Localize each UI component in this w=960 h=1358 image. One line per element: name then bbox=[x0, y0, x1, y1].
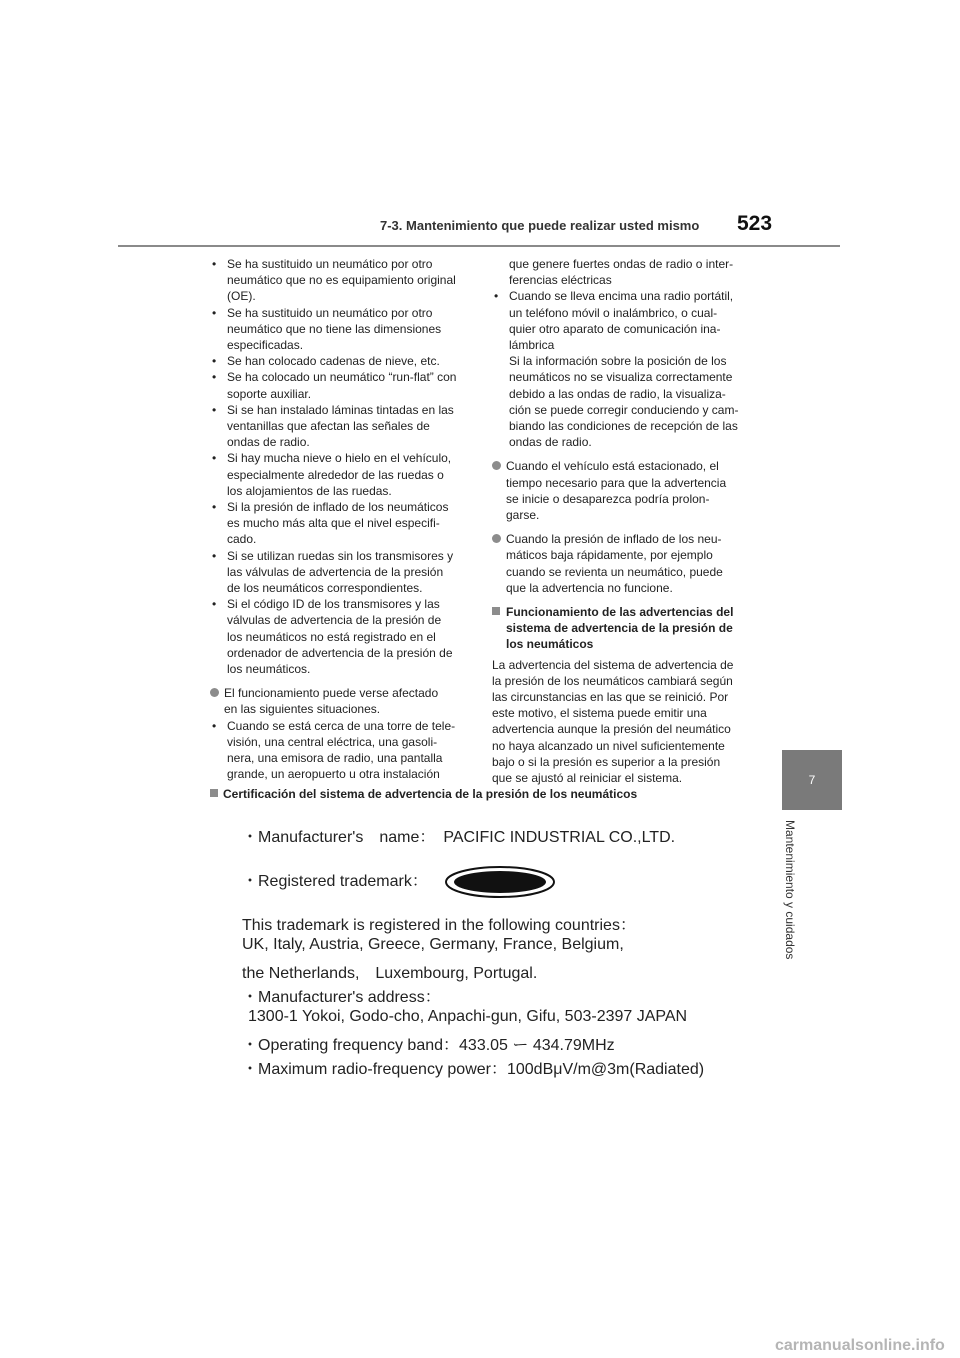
text-line: Si hay mucha nieve o hielo en el vehículo, bbox=[227, 451, 452, 466]
text-block bbox=[492, 256, 752, 288]
bullet-item bbox=[210, 548, 470, 597]
text-line: lámbrica bbox=[509, 338, 555, 353]
text-line: neumático que no es equipamiento original bbox=[227, 273, 456, 288]
cert-countries-1: This trademark is registered in the following countries： bbox=[242, 917, 636, 934]
text-line: Se ha sustituido un neumático por otro bbox=[227, 305, 433, 320]
text-line: los neumáticos no está registrado en el bbox=[227, 629, 436, 644]
right-column bbox=[492, 256, 752, 786]
bullet-item bbox=[210, 596, 470, 677]
text-line: este motivo, el sistema puede emitir una bbox=[492, 706, 707, 721]
pacific-logo bbox=[444, 866, 556, 898]
text-line: tiempo necesario para que la advertencia bbox=[506, 475, 727, 490]
bullet-dot-icon: • bbox=[494, 289, 499, 304]
text-line: no haya alcanzado un nivel suficientemente bbox=[492, 738, 725, 753]
text-line: es mucho más alta que el nivel especifi- bbox=[227, 516, 440, 531]
cert-power: ・Maximum radio-frequency power：100dBμV/m@3m(Radiated) bbox=[242, 1061, 705, 1078]
text-line: que genere fuertes ondas de radio o inter- bbox=[509, 257, 734, 271]
text-line: El funcionamiento puede verse afectado bbox=[224, 686, 439, 701]
text-line: Se ha sustituido un neumático por otro bbox=[227, 257, 433, 271]
text-line: ondas de radio. bbox=[509, 435, 592, 450]
side-tab bbox=[782, 750, 842, 810]
text-line: ventanillas que afectan las señales de bbox=[227, 419, 430, 434]
bullet-dot-icon: • bbox=[212, 451, 217, 466]
cert-countries-3: the Netherlands, Luxembourg, Portugal. bbox=[242, 965, 538, 982]
bullet-dot-icon: • bbox=[212, 402, 217, 417]
cert-frequency: ・Operating frequency band：433.05 ー 434.79MHz bbox=[242, 1037, 615, 1054]
cert-manufacturer: ・Manufacturer's name： PACIFIC INDUSTRIAL CO.,LTD. bbox=[242, 829, 676, 846]
text-line: La advertencia del sistema de advertencia de bbox=[492, 657, 734, 672]
certification-heading-text: Certificación del sistema de advertencia de la presión de los neumáticos bbox=[223, 787, 638, 801]
section-title: 7-3. Mantenimiento que puede realizar usted mismo bbox=[380, 218, 700, 233]
bullet-item bbox=[210, 369, 470, 401]
cert-countries-2: UK, Italy, Austria, Greece, Germany, France, Belgium, bbox=[242, 936, 624, 953]
text-line: Se ha colocado un neumático “run-flat” con bbox=[227, 370, 457, 385]
subsection-heading bbox=[492, 604, 752, 653]
text-line: Si la presión de inflado de los neumáticos bbox=[227, 500, 449, 515]
text-line: cuando se revienta un neumático, puede bbox=[506, 564, 723, 579]
note-item bbox=[492, 531, 752, 596]
text-line: un teléfono móvil o inalámbrico, o cual- bbox=[509, 305, 718, 320]
left-column bbox=[210, 256, 470, 783]
bullet-dot-icon: • bbox=[212, 370, 217, 385]
bullet-dot-icon: • bbox=[212, 718, 217, 733]
square-bullet-icon bbox=[210, 789, 218, 797]
cert-address-label: ・Manufacturer's address： bbox=[242, 989, 441, 1006]
certification-heading bbox=[210, 787, 637, 801]
bullet-item bbox=[210, 402, 470, 451]
text-line: quier otro aparato de comunicación ina- bbox=[509, 321, 721, 336]
watermark: carmanualsonline.info bbox=[775, 1337, 945, 1354]
bullet-dot-icon: • bbox=[212, 548, 217, 563]
header-rule bbox=[118, 245, 840, 247]
text-line: Se han colocado cadenas de nieve, etc. bbox=[227, 354, 440, 369]
bullet-dot-icon: • bbox=[212, 597, 217, 612]
text-line: en las siguientes situaciones. bbox=[224, 702, 381, 717]
text-line: Si se utilizan ruedas sin los transmisores y bbox=[227, 548, 454, 563]
circle-bullet-icon bbox=[492, 534, 501, 543]
text-line: máticos baja rápidamente, por ejemplo bbox=[506, 548, 713, 563]
text-line: neumáticos no se visualiza correctamente bbox=[509, 370, 733, 385]
text-line: garse. bbox=[506, 508, 540, 523]
text-line: especialmente alrededor de las ruedas o bbox=[227, 467, 444, 482]
bullet-dot-icon: • bbox=[212, 305, 217, 320]
note-item bbox=[210, 685, 470, 717]
text-line: Funcionamiento de las advertencias del bbox=[506, 605, 734, 620]
text-line: soporte auxiliar. bbox=[227, 386, 312, 401]
text-line: ferencias eléctricas bbox=[509, 273, 612, 288]
circle-bullet-icon bbox=[492, 461, 501, 470]
text-line: advertencia aunque la presión del neumático bbox=[492, 722, 731, 737]
note-item bbox=[492, 458, 752, 523]
text-line: las circunstancias en las que se reinició. Por bbox=[492, 690, 729, 705]
text-line: nera, una emisora de radio, una pantalla bbox=[227, 751, 443, 766]
text-line: debido a las ondas de radio, la visualiza- bbox=[509, 386, 726, 401]
bullet-dot-icon: • bbox=[212, 500, 217, 515]
text-line: especificadas. bbox=[227, 338, 304, 353]
text-line: de los neumáticos correspondientes. bbox=[227, 581, 423, 596]
text-line: ción se puede corregir conduciendo y cam- bbox=[509, 402, 739, 417]
text-line: Cuando el vehículo está estacionado, el bbox=[506, 459, 719, 474]
cert-trademark-label: ・Registered trademark： bbox=[242, 873, 428, 891]
certification-block bbox=[242, 824, 762, 1080]
side-tab-number: 7 bbox=[808, 773, 816, 787]
bullet-item bbox=[210, 256, 470, 305]
pacific-logo-inner bbox=[454, 871, 546, 893]
text-line: grande, un aeropuerto u otra instalación bbox=[227, 767, 440, 782]
text-line: (OE). bbox=[227, 289, 256, 304]
text-line: cado. bbox=[227, 532, 257, 547]
bullet-dot-icon: • bbox=[212, 354, 217, 369]
text-line: los neumáticos. bbox=[227, 662, 311, 677]
text-line: Cuando se lleva encima una radio portátil, bbox=[509, 289, 734, 304]
cert-address: 1300-1 Yokoi, Godo-cho, Anpachi-gun, Gifu, 503-2397 JAPAN bbox=[248, 1008, 688, 1025]
bullet-item bbox=[210, 499, 470, 548]
text-line: bajo o si la presión es superior a la presión bbox=[492, 754, 721, 769]
text-line: neumático que no tiene las dimensiones bbox=[227, 321, 442, 336]
text-line: las válvulas de advertencia de la presión bbox=[227, 564, 444, 579]
circle-bullet-icon bbox=[210, 688, 219, 697]
bullet-dot-icon: • bbox=[212, 257, 217, 271]
bullet-item bbox=[210, 450, 470, 499]
text-line: ordenador de advertencia de la presión de bbox=[227, 645, 453, 660]
text-line: visión, una central eléctrica, una gasoli- bbox=[227, 734, 438, 749]
text-block bbox=[492, 353, 752, 450]
page-number: 523 bbox=[737, 212, 773, 235]
text-line: la presión de los neumáticos cambiará según bbox=[492, 673, 733, 688]
text-line: Si se han instalado láminas tintadas en las bbox=[227, 402, 454, 417]
text-line: que se ajustó al reiniciar el sistema. bbox=[492, 771, 683, 786]
side-label bbox=[783, 820, 819, 980]
square-bullet-icon bbox=[492, 607, 500, 615]
text-line: sistema de advertencia de la presión de bbox=[506, 621, 733, 636]
bullet-item bbox=[210, 353, 470, 369]
text-line: que la advertencia no funcione. bbox=[506, 580, 673, 595]
text-line: válvulas de advertencia de la presión de bbox=[227, 613, 442, 628]
paragraph bbox=[492, 657, 752, 787]
text-line: Cuando se está cerca de una torre de tele- bbox=[227, 718, 456, 733]
text-line: ondas de radio. bbox=[227, 435, 310, 450]
text-line: Cuando la presión de inflado de los neu- bbox=[506, 532, 722, 547]
text-line: Si el código ID de los transmisores y las bbox=[227, 597, 440, 612]
side-label-text: Mantenimiento y cuidados bbox=[783, 820, 797, 960]
text-line: biando las condiciones de recepción de las bbox=[509, 419, 738, 434]
cert-trademark-row bbox=[242, 866, 762, 902]
bullet-item bbox=[492, 288, 752, 353]
text-line: Si la información sobre la posición de los bbox=[509, 354, 727, 369]
text-line: los alojamientos de las ruedas. bbox=[227, 483, 392, 498]
bullet-item bbox=[210, 305, 470, 354]
text-line: los neumáticos bbox=[506, 637, 594, 652]
text-line: se inicie o desaparezca podría prolon- bbox=[506, 491, 710, 506]
bullet-item bbox=[210, 718, 470, 783]
